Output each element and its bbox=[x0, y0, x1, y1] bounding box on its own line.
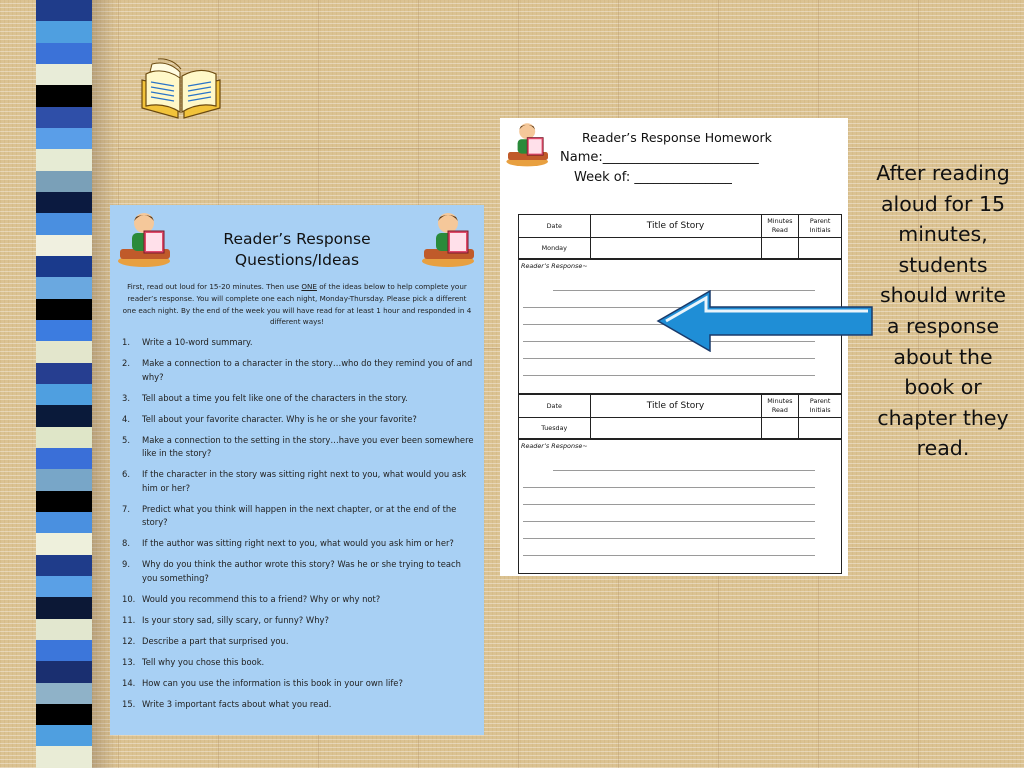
question-number: 15. bbox=[122, 698, 136, 709]
question-number: 3. bbox=[122, 392, 130, 403]
writing-line bbox=[523, 538, 815, 539]
question-text: If the character in the story was sitting right next to you, what would you ask him or her? bbox=[142, 469, 467, 493]
question-number: 12. bbox=[122, 635, 136, 646]
question-item bbox=[122, 357, 474, 384]
stripe-segment bbox=[36, 21, 92, 42]
stripe-segment bbox=[36, 448, 92, 469]
writing-line bbox=[553, 470, 815, 471]
decorative-stripe-bar bbox=[36, 0, 92, 768]
stripe-segment bbox=[36, 192, 92, 213]
homework-header-row bbox=[519, 395, 841, 418]
question-text: Why do you think the author wrote this story? Was he or she trying to teach you something? bbox=[142, 559, 461, 584]
title-cell bbox=[591, 418, 762, 438]
question-item bbox=[122, 656, 474, 670]
stripe-segment bbox=[36, 555, 92, 576]
question-text: How can you use the information is this book in your own life? bbox=[142, 677, 403, 688]
day-label: Tuesday bbox=[519, 418, 591, 438]
header-date: Date bbox=[519, 395, 591, 417]
stripe-segment bbox=[36, 149, 92, 170]
intro-emphasis: ONE bbox=[301, 282, 317, 291]
stripe-segment bbox=[36, 576, 92, 597]
stripe-segment bbox=[36, 597, 92, 618]
question-number: 5. bbox=[122, 434, 130, 445]
question-number: 7. bbox=[122, 503, 130, 514]
writing-line bbox=[523, 521, 815, 522]
minutes-cell bbox=[762, 418, 800, 438]
question-text: Write 3 important facts about what you read. bbox=[142, 698, 332, 709]
stripe-segment bbox=[36, 363, 92, 384]
open-book-icon bbox=[138, 58, 224, 120]
homework-name-line: Name:________________________ bbox=[560, 150, 759, 165]
stripe-segment bbox=[36, 661, 92, 682]
question-text: Predict what you think will happen in the next chapter, or at the end of the story? bbox=[142, 503, 457, 528]
homework-entry-tuesday bbox=[518, 394, 842, 574]
question-number: 4. bbox=[122, 413, 130, 424]
stripe-segment bbox=[36, 85, 92, 106]
question-text: Make a connection to a character in the story…who do they remind you of and why? bbox=[142, 358, 473, 382]
question-item bbox=[122, 434, 474, 461]
header-title: Title of Story bbox=[591, 215, 762, 237]
question-number: 8. bbox=[122, 538, 130, 549]
homework-title: Reader’s Response Homework bbox=[582, 130, 772, 145]
stripe-segment bbox=[36, 107, 92, 128]
stripe-segment bbox=[36, 43, 92, 64]
question-item bbox=[122, 503, 474, 530]
questions-intro bbox=[120, 281, 474, 328]
response-area bbox=[519, 439, 841, 576]
stripe-segment bbox=[36, 0, 92, 21]
homework-week-line: Week of: _______________ bbox=[574, 170, 732, 185]
question-text: Write a 10-word summary. bbox=[142, 337, 253, 348]
stripe-segment bbox=[36, 256, 92, 277]
question-item bbox=[122, 635, 474, 649]
response-label: Reader’s Response~ bbox=[521, 262, 588, 270]
question-item bbox=[122, 392, 474, 406]
stripe-segment bbox=[36, 704, 92, 725]
question-item bbox=[122, 468, 474, 495]
writing-line bbox=[523, 504, 815, 505]
stripe-segment bbox=[36, 299, 92, 320]
writing-line bbox=[523, 358, 815, 359]
stripe-segment bbox=[36, 64, 92, 85]
questions-title: Reader’s Response Questions/Ideas bbox=[223, 230, 371, 269]
day-label: Monday bbox=[519, 238, 591, 258]
stripe-segment bbox=[36, 469, 92, 490]
question-text: Is your story sad, silly scary, or funny? Why? bbox=[142, 615, 329, 625]
reading-child-icon bbox=[418, 209, 480, 269]
reading-child-icon bbox=[502, 120, 554, 168]
question-item bbox=[122, 698, 474, 712]
reading-child-icon bbox=[114, 209, 176, 269]
header-minutes: Minutes Read bbox=[762, 215, 800, 237]
homework-day-row bbox=[519, 418, 841, 439]
question-text: Would you recommend this to a friend? Why or why not? bbox=[142, 594, 381, 605]
question-number: 10. bbox=[122, 594, 136, 605]
stripe-segment bbox=[36, 491, 92, 512]
title-cell bbox=[591, 238, 762, 258]
question-text: Describe a part that surprised you. bbox=[142, 635, 289, 646]
stripe-segment bbox=[36, 746, 92, 767]
writing-line bbox=[523, 487, 815, 488]
intro-text: First, read out loud for 15-20 minutes. Then use bbox=[127, 282, 302, 291]
stripe-segment bbox=[36, 320, 92, 341]
homework-header-row bbox=[519, 215, 841, 238]
header-parent: Parent Initials bbox=[809, 397, 831, 414]
left-arrow-icon bbox=[656, 290, 874, 352]
stripe-segment bbox=[36, 512, 92, 533]
writing-line bbox=[523, 555, 815, 556]
question-number: 13. bbox=[122, 656, 136, 667]
stripe-segment bbox=[36, 619, 92, 640]
question-number: 9. bbox=[122, 559, 130, 570]
stripe-segment bbox=[36, 277, 92, 298]
question-item bbox=[122, 413, 474, 427]
question-number: 1. bbox=[122, 337, 130, 348]
stripe-segment bbox=[36, 384, 92, 405]
stripe-segment bbox=[36, 427, 92, 448]
response-label: Reader’s Response~ bbox=[521, 442, 588, 450]
parent-cell bbox=[799, 238, 841, 258]
questions-document bbox=[110, 205, 484, 735]
writing-line bbox=[523, 375, 815, 376]
question-item bbox=[122, 537, 474, 551]
question-item bbox=[122, 336, 474, 350]
question-number: 14. bbox=[122, 677, 136, 688]
question-number: 11. bbox=[122, 615, 136, 625]
stripe-segment bbox=[36, 213, 92, 234]
stripe-segment bbox=[36, 235, 92, 256]
homework-day-row bbox=[519, 238, 841, 259]
stripe-segment bbox=[36, 683, 92, 704]
header-parent: Parent Initials bbox=[809, 217, 831, 234]
question-number: 2. bbox=[122, 358, 130, 369]
question-item bbox=[122, 593, 474, 607]
stripe-segment bbox=[36, 341, 92, 362]
question-item bbox=[122, 614, 474, 628]
parent-cell bbox=[799, 418, 841, 438]
stripe-segment bbox=[36, 405, 92, 426]
question-text: Make a connection to the setting in the story…have you ever been somewhere like in the story? bbox=[142, 434, 474, 459]
stripe-segment bbox=[36, 171, 92, 192]
question-text: Tell about your favorite character. Why is he or she your favorite? bbox=[142, 413, 417, 424]
intro-text: of the ideas below to help complete your reader’s response. You will complete one each night, Monday-Thursday. Please pick a different one each night. By the end of the week you will have read for at least 1 hour and responded in 4 different ways! bbox=[122, 282, 472, 327]
header-title: Title of Story bbox=[591, 395, 762, 417]
header-minutes: Minutes Read bbox=[762, 395, 800, 417]
stripe-segment bbox=[36, 640, 92, 661]
questions-list bbox=[118, 336, 476, 711]
header-date: Date bbox=[519, 215, 591, 237]
question-number: 6. bbox=[122, 469, 130, 480]
question-item bbox=[122, 677, 474, 691]
question-text: If the author was sitting right next to you, what would you ask him or her? bbox=[142, 538, 454, 549]
stripe-segment bbox=[36, 128, 92, 149]
question-text: Tell why you chose this book. bbox=[142, 656, 265, 667]
stripe-segment bbox=[36, 533, 92, 554]
stripe-segment bbox=[36, 725, 92, 746]
question-item bbox=[122, 558, 474, 585]
minutes-cell bbox=[762, 238, 800, 258]
slide-caption: After reading aloud for 15 minutes, students should write a response about the book or chapter they read. bbox=[876, 161, 1010, 461]
question-text: Tell about a time you felt like one of the characters in the story. bbox=[142, 392, 408, 403]
